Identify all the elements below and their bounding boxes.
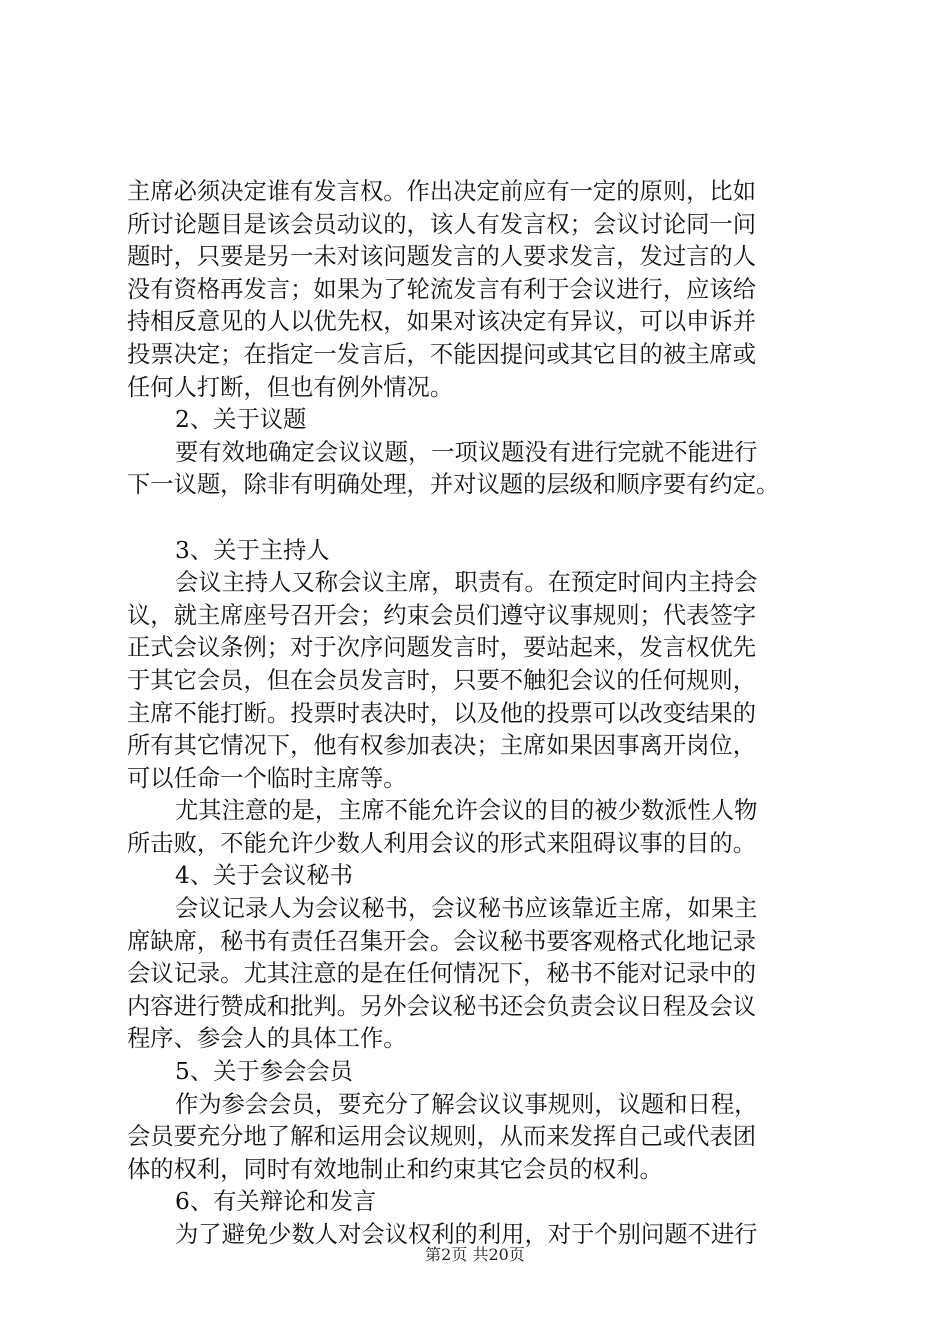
text-line: 要有效地确定会议议题，一项议题没有进行完就不能进行 — [175, 438, 758, 466]
section-heading-chair: 3、关于主持人 — [175, 536, 330, 564]
text-line: 可以任命一个临时主席等。 — [127, 764, 407, 792]
text-line: 为了避免少数人对会议权利的利用，对于个别问题不进行 — [175, 1221, 758, 1248]
text-line: 任何人打断，但也有例外情况。 — [127, 373, 454, 401]
text-line: 会议记录。尤其注意的是在任何情况下，秘书不能对记录中的 — [127, 960, 757, 988]
text-line: 会议主持人又称会议主席，职责有。在预定时间内主持会 — [175, 569, 758, 597]
text-line: 投票决定；在指定一发言后，不能因提问或其它目的被主席或 — [127, 340, 757, 368]
text-line: 所有其它情况下，他有权参加表决；主席如果因事离开岗位， — [127, 732, 757, 760]
text-line: 体的权利，同时有效地制止和约束其它会员的权利。 — [127, 1155, 663, 1183]
paragraph-agenda — [127, 437, 842, 502]
section-heading-secretary: 4、关于会议秘书 — [175, 862, 353, 890]
text-line: 所讨论题目是该会员动议的，该人有发言权；会议讨论同一问 — [127, 210, 757, 238]
body-text — [127, 176, 842, 1252]
text-line: 题时，只要是另一未对该问题发言的人要求发言，发过言的人 — [127, 243, 757, 271]
paragraph-chair-note — [127, 795, 842, 860]
text-line: 主席必须决定谁有发言权。作出决定前应有一定的原则，比如 — [127, 178, 757, 205]
page-number: 第2页 共20页 — [425, 1245, 525, 1264]
text-line: 会议记录人为会议秘书，会议秘书应该靠近主席，如果主 — [175, 895, 758, 923]
text-line: 于其它会员，但在会员发言时，只要不触犯会议的任何规则， — [127, 666, 757, 694]
text-line: 所击败，不能允许少数人利用会议的形式来阻碍议事的目的。 — [127, 829, 757, 857]
text-line: 议，就主席座号召开会；约束会员们遵守议事规则；代表签字 — [127, 601, 757, 629]
section-heading-members: 5、关于参会会员 — [175, 1058, 353, 1086]
text-line: 没有资格再发言；如果为了轮流发言有利于会议进行，应该给 — [127, 275, 757, 303]
text-line: 尤其注意的是，主席不能允许会议的目的被少数派性人物 — [175, 797, 758, 825]
blank-line — [127, 502, 842, 535]
text-line: 下一议题，除非有明确处理，并对议题的层级和顺序要有约定。 — [127, 471, 780, 499]
text-line: 会员要充分地了解和运用会议规则，从而来发挥自己或代表团 — [127, 1123, 757, 1151]
text-line: 持相反意见的人以优先权，如果对该决定有异议，可以申诉并 — [127, 308, 757, 336]
text-line: 作为参会会员，要充分了解会议议事规则，议题和日程， — [175, 1090, 758, 1118]
paragraph-members — [127, 1089, 842, 1187]
paragraph-secretary — [127, 893, 842, 1056]
section-heading-agenda: 2、关于议题 — [175, 406, 307, 434]
section-heading-debate: 6、有关辩论和发言 — [175, 1188, 377, 1216]
paragraph-chair — [127, 567, 842, 795]
text-line: 内容进行赞成和批判。另外会议秘书还会负责会议日程及会议 — [127, 992, 757, 1020]
text-line: 程序、参会人的具体工作。 — [127, 1025, 407, 1053]
paragraph-speaking-rights — [127, 176, 842, 404]
text-line: 正式会议条例；对于次序问题发言时，要站起来，发言权优先 — [127, 634, 757, 662]
text-line: 席缺席，秘书有责任召集开会。会议秘书要客观格式化地记录 — [127, 927, 757, 955]
text-line: 主席不能打断。投票时表决时，以及他的投票可以改变结果的 — [127, 699, 757, 727]
